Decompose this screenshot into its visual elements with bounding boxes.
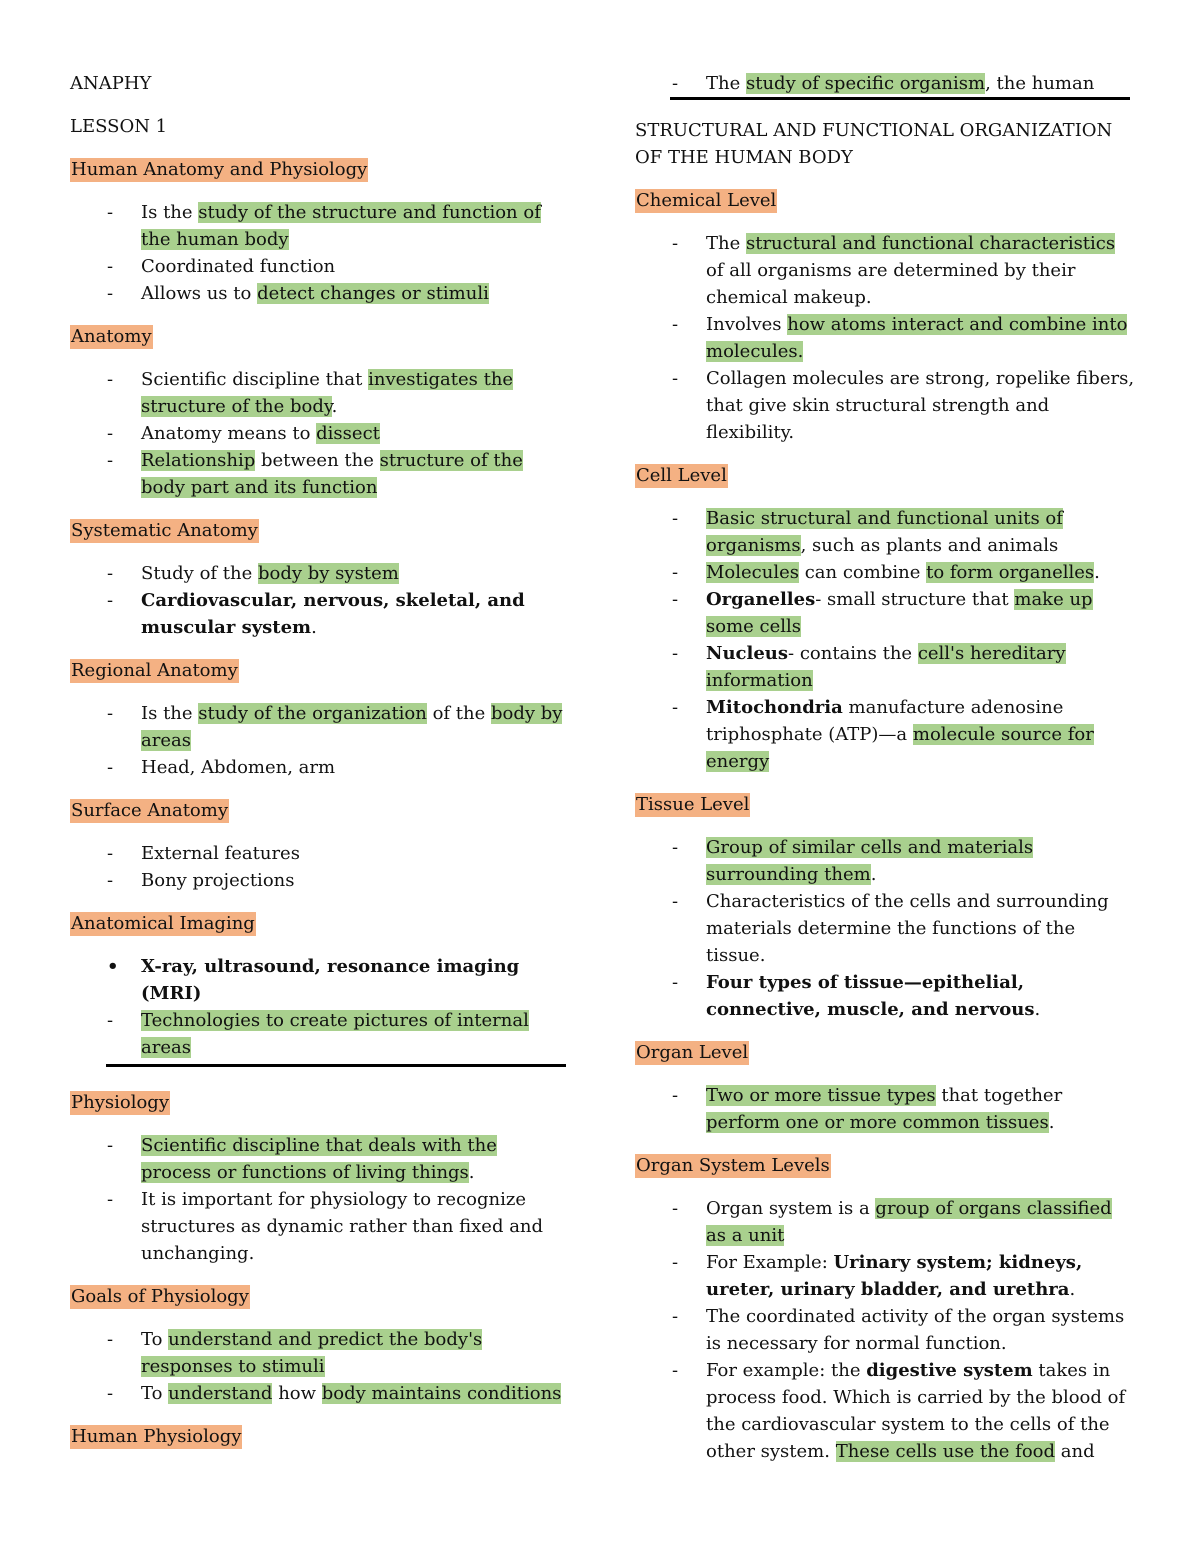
- list-item: - Scientific discipline that deals with the process or functions of living things.: [70, 1132, 570, 1186]
- list-item: - Technologies to create pictures of internal areas: [70, 1007, 570, 1061]
- list-item: - Involves how atoms interact and combine into molecules.: [635, 311, 1135, 365]
- list-goals-of-physiology: [70, 1326, 570, 1407]
- list-item: - Two or more tissue types that together perform one or more common tissues.: [635, 1082, 1135, 1136]
- list-item: - For example: the digestive system takes in process food. Which is carried by the blood of the cardiovascular system to the cells of the other system. These cells use the food and: [635, 1357, 1135, 1465]
- list-item: - Organelles- small structure that make up some cells: [635, 586, 1135, 640]
- list-item: - Mitochondria manufacture adenosine triphosphate (ATP)—a molecule source for energy: [635, 694, 1135, 775]
- heading-organ-level: Organ Level: [636, 1042, 749, 1063]
- list-item: - Group of similar cells and materials surrounding them.: [635, 834, 1135, 888]
- list-regional-anatomy: [70, 700, 570, 781]
- list-item: - The structural and functional characteristics of all organisms are determined by their chemical makeup.: [635, 230, 1135, 311]
- list-item: - Organ system is a group of organs classified as a unit: [635, 1195, 1135, 1249]
- heading-goals-of-physiology: Goals of Physiology: [71, 1286, 249, 1307]
- list-item: - Coordinated function: [70, 253, 570, 280]
- heading-surface-anatomy: Surface Anatomy: [71, 800, 229, 821]
- heading-anatomy: Anatomy: [71, 326, 152, 347]
- heading-human-anatomy-physiology: Human Anatomy and Physiology: [71, 159, 368, 180]
- list-organ-level: [635, 1082, 1135, 1136]
- list-item: - It is important for physiology to recognize structures as dynamic rather than fixed and unchanging.: [70, 1186, 570, 1267]
- structural-organization-title: STRUCTURAL AND FUNCTIONAL ORGANIZATION OF THE HUMAN BODY: [635, 120, 1113, 168]
- list-item: - Head, Abdomen, arm: [70, 754, 570, 781]
- right-column: [635, 117, 1135, 1481]
- list-human-anatomy-physiology: [70, 199, 570, 307]
- lesson-label: LESSON 1: [70, 116, 168, 137]
- list-chemical-level: [635, 230, 1135, 446]
- list-item: - Is the study of the structure and function of the human body: [70, 199, 570, 253]
- doc-title: ANAPHY: [70, 73, 152, 94]
- heading-organ-system-levels: Organ System Levels: [636, 1155, 830, 1176]
- list-item: - External features: [70, 840, 570, 867]
- list-item: - The coordinated activity of the organ systems is necessary for normal function.: [635, 1303, 1135, 1357]
- heading-anatomical-imaging: Anatomical Imaging: [71, 913, 255, 934]
- list-item: - Nucleus- contains the cell's hereditary information: [635, 640, 1135, 694]
- list-item: - Cardiovascular, nervous, skeletal, and muscular system.: [70, 587, 570, 641]
- heading-human-physiology: Human Physiology: [71, 1426, 242, 1447]
- list-surface-anatomy: [70, 840, 570, 894]
- list-physiology: [70, 1132, 570, 1267]
- section-divider: [106, 1064, 566, 1067]
- list-item: - Anatomy means to dissect: [70, 420, 570, 447]
- list-systematic-anatomy: [70, 560, 570, 641]
- list-tissue-level: [635, 834, 1135, 1023]
- list-item: - Scientific discipline that investigates the structure of the body.: [70, 366, 570, 420]
- list-item: - Collagen molecules are strong, ropelike fibers, that give skin structural strength and flexibility.: [635, 365, 1135, 446]
- list-item: - The study of specific organism, the human: [635, 70, 1135, 97]
- heading-cell-level: Cell Level: [636, 465, 727, 486]
- list-item: - Bony projections: [70, 867, 570, 894]
- heading-tissue-level: Tissue Level: [636, 794, 750, 815]
- heading-regional-anatomy: Regional Anatomy: [71, 660, 238, 681]
- list-anatomy: [70, 366, 570, 501]
- list-item: - Is the study of the organization of the body by areas: [70, 700, 570, 754]
- list-item: - Molecules can combine to form organelles.: [635, 559, 1135, 586]
- list-item: - To understand and predict the body's responses to stimuli: [70, 1326, 570, 1380]
- list-item: - Four types of tissue—epithelial, connective, muscle, and nervous.: [635, 969, 1135, 1023]
- list-cell-level: [635, 505, 1135, 775]
- list-item: - Allows us to detect changes or stimuli: [70, 280, 570, 307]
- list-anatomical-imaging: [70, 953, 570, 1061]
- heading-physiology: Physiology: [71, 1092, 169, 1113]
- list-item: • X-ray, ultrasound, resonance imaging (MRI): [70, 953, 570, 1007]
- list-item: - Characteristics of the cells and surrounding materials determine the functions of the tissue.: [635, 888, 1135, 969]
- list-item: - Relationship between the structure of the body part and its function: [70, 447, 570, 501]
- left-column: [70, 70, 570, 1466]
- right-top-bullet: [635, 70, 1135, 97]
- heading-systematic-anatomy: Systematic Anatomy: [71, 520, 258, 541]
- heading-chemical-level: Chemical Level: [636, 190, 777, 211]
- list-organ-system-levels: [635, 1195, 1135, 1465]
- list-item: - To understand how body maintains conditions: [70, 1380, 570, 1407]
- list-item: - Basic structural and functional units of organisms, such as plants and animals: [635, 505, 1135, 559]
- section-divider: [670, 97, 1130, 100]
- list-item: - For Example: Urinary system; kidneys, ureter, urinary bladder, and urethra.: [635, 1249, 1135, 1303]
- list-item: - Study of the body by system: [70, 560, 570, 587]
